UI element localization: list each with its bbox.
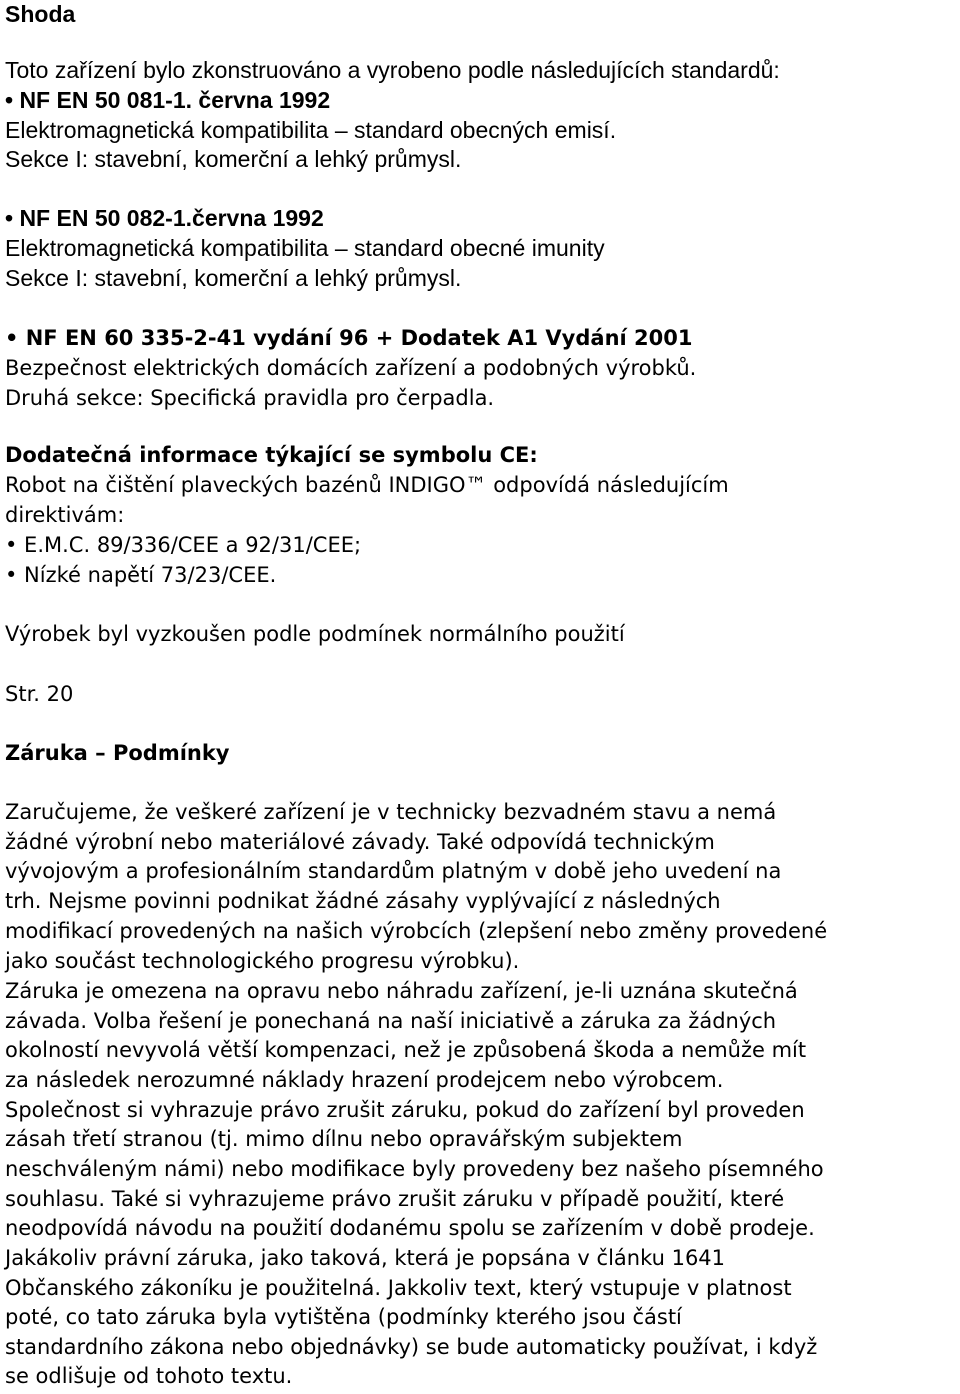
paragraph-line: závada. Volba řešení je ponechaná na naší iniciativě a záruka za žádných [5, 1009, 777, 1033]
ce-bullet-emc: • E.M.C. 89/336/CEE a 92/31/CEE; [5, 533, 362, 557]
page-number: Str. 20 [5, 682, 74, 706]
paragraph-line: jako součást technologického progresu výrobku). [5, 949, 520, 973]
tested-statement: Výrobek byl vyzkoušen podle podmínek normálního použití [5, 622, 625, 646]
standard-1-heading: • NF EN 50 081-1. června 1992 [5, 87, 331, 113]
paragraph-line: Občanského zákoníku je použitelná. Jakkoliv text, který vstupuje v platnost [5, 1276, 792, 1300]
ce-line-2: direktivám: [5, 503, 125, 527]
paragraph-line: okolností nevyvolá větší kompenzaci, než je způsobená škoda a nemůže mít [5, 1038, 807, 1062]
section-title-shoda: Shoda [5, 1, 76, 27]
paragraph-line: trh. Nejsme povinni podnikat žádné zásahy vyplývající z následných [5, 889, 721, 913]
paragraph-line: se odlišuje od tohoto textu. [5, 1364, 293, 1388]
paragraph-line: zásah třetí stranou (tj. mimo dílnu nebo opravářským subjektem [5, 1127, 683, 1151]
standard-3-heading: • NF EN 60 335-2-41 vydání 96 + Dodatek A1 Vydání 2001 [5, 326, 693, 350]
standard-1-line-1: Elektromagnetická kompatibilita – standard obecných emisí. [5, 117, 617, 143]
paragraph-line: standardního zákona nebo objednávky) se bude automaticky používat, i když [5, 1335, 818, 1359]
paragraph-line: Společnost si vyhrazuje právo zrušit záruku, pokud do zařízení byl proveden [5, 1098, 805, 1122]
paragraph-line: za následek nerozumné náklady hrazení prodejcem nebo výrobcem. [5, 1068, 724, 1092]
paragraph-line: Zaručujeme, že veškeré zařízení je v technicky bezvadném stavu a nemá [5, 800, 777, 824]
standard-3-line-2: Druhá sekce: Specifická pravidla pro čerpadla. [5, 386, 495, 410]
standard-3-line-1: Bezpečnost elektrických domácích zařízení a podobných výrobků. [5, 356, 697, 380]
paragraph-line: Jakákoliv právní záruka, jako taková, která je popsána v článku 1641 [5, 1246, 726, 1270]
paragraph-line: vývojovým a profesionálním standardům platným v době jeho uvedení na [5, 859, 782, 883]
standard-2-line-2: Sekce I: stavební, komerční a lehký průmysl. [5, 265, 462, 291]
paragraph-line: souhlasu. Také si vyhrazujeme právo zrušit záruku v případě použití, které [5, 1187, 785, 1211]
intro-text: Toto zařízení bylo zkonstruováno a vyrobeno podle následujících standardů: [5, 57, 780, 83]
standard-2-heading: • NF EN 50 082-1.června 1992 [5, 205, 324, 231]
standard-1-line-2: Sekce I: stavební, komerční a lehký průmysl. [5, 146, 462, 172]
paragraph-line: žádné výrobní nebo materiálové závady. Také odpovídá technickým [5, 830, 715, 854]
ce-heading: Dodatečná informace týkající se symbolu CE: [5, 443, 538, 467]
paragraph-line: poté, co tato záruka byla vytištěna (podmínky kterého jsou částí [5, 1305, 682, 1329]
ce-line-1: Robot na čištění plaveckých bazénů INDIGO™ odpovídá následujícím [5, 473, 729, 497]
paragraph-line: modifikací provedených na našich výrobcích (zlepšení nebo změny provedené [5, 919, 828, 943]
paragraph-line: neschváleným námi) nebo modifikace byly provedeny bez našeho písemného [5, 1157, 824, 1181]
paragraph-line: Záruka je omezena na opravu nebo náhradu zařízení, je-li uznána skutečná [5, 979, 798, 1003]
standard-2-line-1: Elektromagnetická kompatibilita – standard obecné imunity [5, 235, 605, 261]
ce-bullet-low-voltage: • Nízké napětí 73/23/CEE. [5, 563, 277, 587]
section-title-zaruka: Záruka – Podmínky [5, 741, 230, 765]
paragraph-line: neodpovídá návodu na použití dodanému spolu se zařízením v době prodeje. [5, 1216, 815, 1240]
